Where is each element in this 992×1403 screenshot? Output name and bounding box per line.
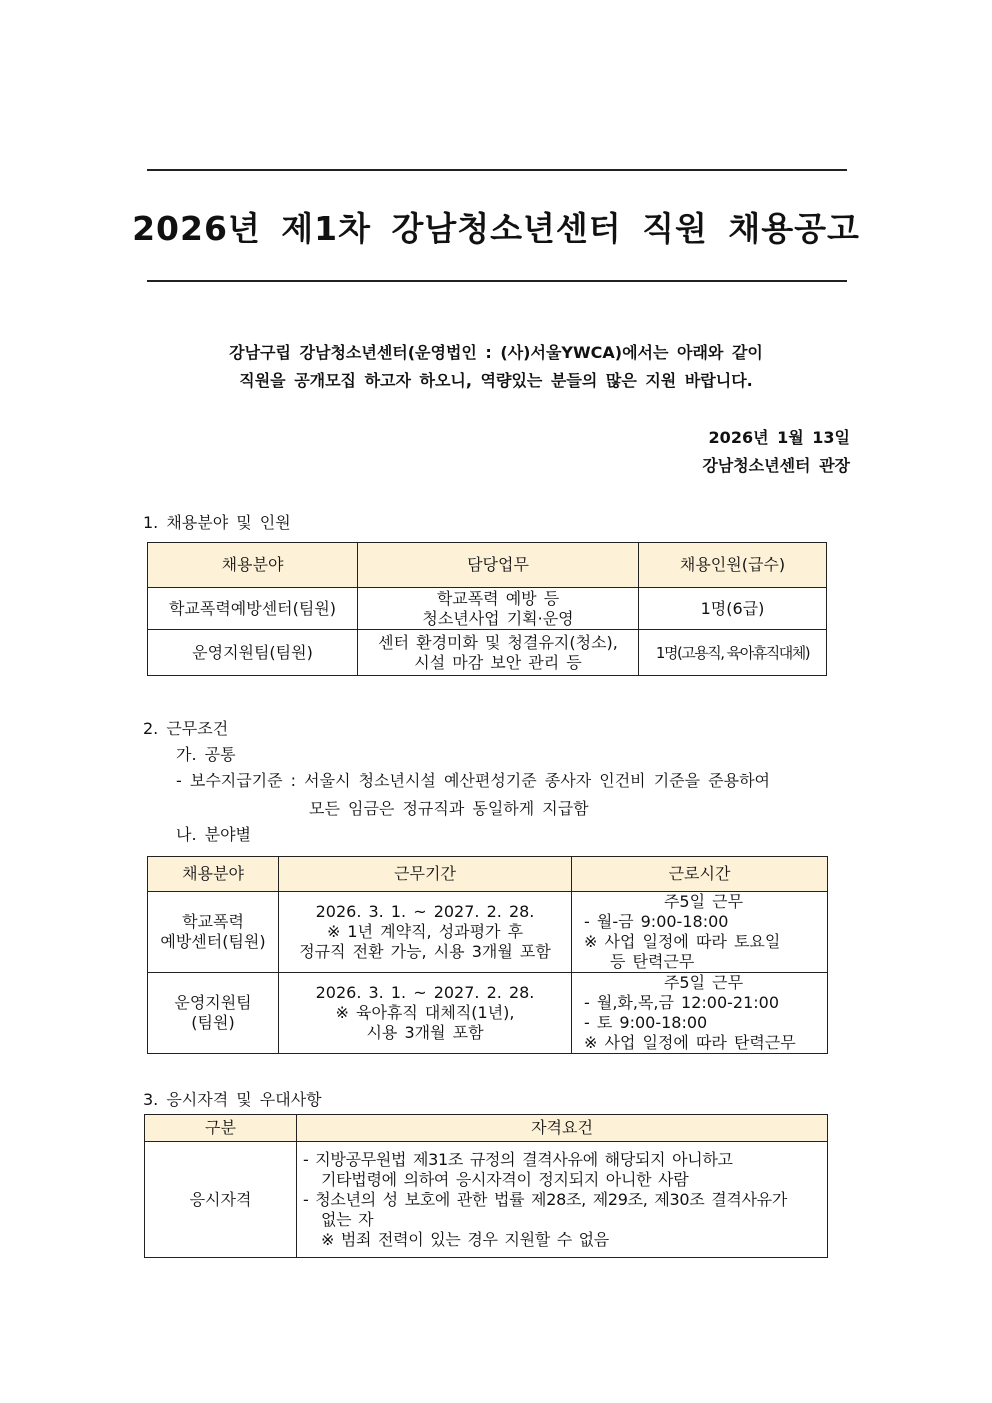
count-cell: 1명(6급): [639, 588, 827, 630]
requirement-line: ※ 범죄 전력이 있는 경우 지원할 수 없음: [321, 1229, 609, 1249]
header-category: 구분: [145, 1115, 297, 1142]
field-cell: [148, 973, 279, 1054]
intro-line-1: 강남구립 강남청소년센터(운영법인 : (사)서울YWCA)에서는 아래와 같이: [229, 343, 763, 362]
hours-line: - 월-금 9:00-18:00: [584, 912, 729, 931]
title-rule-bottom: [147, 280, 847, 282]
table-row: [145, 1142, 828, 1258]
section3-heading: 3. 응시자격 및 우대사항: [143, 1090, 322, 1109]
notice-issuer: 강남청소년센터 관장: [702, 456, 850, 475]
header-field: 채용분야: [148, 543, 358, 588]
header-field: 채용분야: [148, 857, 279, 892]
duty-line: 청소년사업 기획·운영: [422, 608, 574, 628]
period-line: 2026. 3. 1. ~ 2027. 2. 28.: [315, 983, 535, 1002]
field-cell: 학교폭력예방센터(팀원): [148, 588, 358, 630]
period-line: ※ 육아휴직 대체직(1년),: [335, 1003, 515, 1022]
field-line: (팀원): [191, 1013, 235, 1032]
requirement-line: - 청소년의 성 보호에 관한 법률 제28조, 제29조, 제30조 결격사유가: [303, 1189, 787, 1209]
page-title: 2026년 제1차 강남청소년센터 직원 채용공고: [132, 209, 860, 248]
notice-date: 2026년 1월 13일: [708, 428, 850, 447]
hours-line: - 토 9:00-18:00: [584, 1013, 708, 1032]
qualifications-table: [144, 1114, 828, 1258]
count-cell: 1명(고용직, 육아휴직대체): [639, 630, 827, 676]
requirements-cell: [297, 1142, 828, 1258]
period-cell: [279, 973, 572, 1054]
period-cell: [279, 892, 572, 973]
hours-cell: [572, 892, 828, 973]
period-line: 2026. 3. 1. ~ 2027. 2. 28.: [315, 902, 535, 921]
recruitment-table: [147, 542, 827, 676]
period-line: 정규직 전환 가능, 시용 3개월 포함: [299, 942, 551, 961]
table-row: [148, 892, 828, 973]
header-count: 채용인원(급수): [639, 543, 827, 588]
section2-sub-common: 가. 공통: [176, 745, 236, 764]
hours-line: ※ 사업 일정에 따라 토요일: [584, 932, 781, 951]
field-cell: [148, 892, 279, 973]
table-row: [148, 588, 827, 630]
pay-standard-line-1: - 보수지급기준 : 서울시 청소년시설 예산편성기준 종사자 인건비 기준을 준용하여: [176, 771, 770, 790]
table-row: [148, 973, 828, 1054]
hours-head: 주5일 근무: [663, 892, 744, 911]
header-requirements: 자격요건: [297, 1115, 828, 1142]
duty-cell: [358, 630, 639, 676]
hours-line: ※ 사업 일정에 따라 탄력근무: [584, 1033, 796, 1052]
header-period: 근무기간: [279, 857, 572, 892]
category-cell: 응시자격: [145, 1142, 297, 1258]
section2-heading: 2. 근무조건: [143, 719, 229, 738]
duty-line: 시설 마감 보안 관리 등: [414, 652, 582, 672]
field-line: 학교폭력: [182, 912, 244, 931]
hours-line: - 월,화,목,금 12:00-21:00: [584, 993, 780, 1012]
field-line: 운영지원팀: [174, 993, 252, 1012]
intro-line-2: 직원을 공개모집 하고자 하오니, 역량있는 분들의 많은 지원 바랍니다.: [239, 371, 753, 390]
requirement-line: 기타법령에 의하여 응시자격이 정지되지 아니한 사람: [321, 1169, 689, 1189]
duty-cell: [358, 588, 639, 630]
duty-line: 센터 환경미화 및 청결유지(청소),: [378, 632, 618, 652]
title-rule-top: [147, 169, 847, 171]
header-duty: 담당업무: [358, 543, 639, 588]
table-row: [148, 630, 827, 676]
hours-cell: [572, 973, 828, 1054]
requirement-line: - 지방공무원법 제31조 규정의 결격사유에 해당되지 아니하고: [303, 1149, 733, 1169]
field-cell: 운영지원팀(팀원): [148, 630, 358, 676]
section2-sub-field: 나. 분야별: [176, 825, 251, 844]
period-line: ※ 1년 계약직, 성과평가 후: [326, 922, 524, 941]
hours-head: 주5일 근무: [663, 973, 744, 992]
requirement-line: 없는 자: [321, 1209, 374, 1229]
period-line: 시용 3개월 포함: [366, 1023, 484, 1042]
work-conditions-table: [147, 856, 828, 1054]
field-line: 예방센터(팀원): [160, 932, 266, 951]
pay-standard-line-2: 모든 임금은 정규직과 동일하게 지급함: [309, 799, 589, 818]
duty-line: 학교폭력 예방 등: [436, 588, 560, 608]
hours-line: 등 탄력근무: [610, 952, 695, 971]
header-hours: 근로시간: [572, 857, 828, 892]
section1-heading: 1. 채용분야 및 인원: [143, 513, 291, 532]
